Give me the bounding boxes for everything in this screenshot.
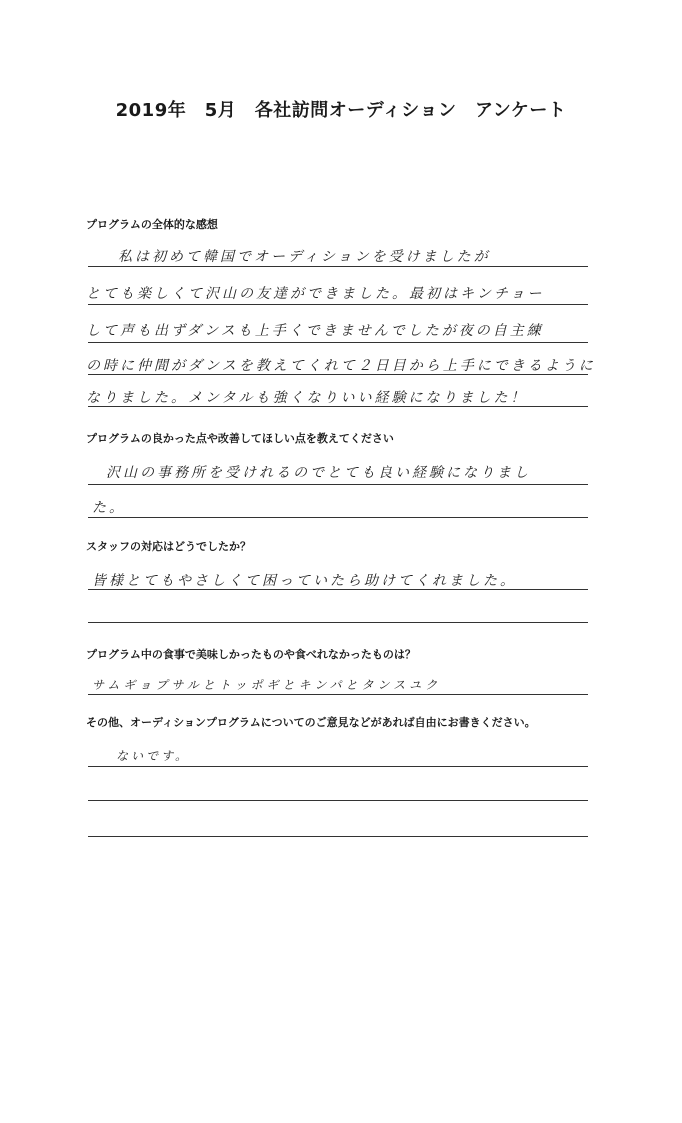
answer-rule [88,800,588,801]
answer-rule [88,406,588,407]
answer-rule [88,304,588,305]
answer-rule [88,766,588,767]
answer-rule [88,622,588,623]
answer-rule [88,374,588,375]
question-staff-response: スタッフの対応はどうでしたか？ [86,540,251,553]
answer-line: 皆様とてもやさしくて困っていたら助けてくれました。 [92,573,517,589]
answer-line: 私は初めて韓国でオーディションを受けましたが [118,249,491,265]
answer-line: して声も出ずダンスも上手くできませんでしたが夜の自主練 [86,323,544,339]
answer-rule [88,484,588,485]
answer-line: た。 [92,500,126,516]
answer-line: とても楽しくて沢山の友達ができました。最初はキンチョー [86,286,545,302]
question-good-points: プログラムの良かった点や改善してほしい点を教えてください [86,432,394,445]
question-other-comments: その他、オーディションプログラムについてのご意見などがあれば自由にお書きください。 [86,716,536,729]
answer-line: サムギョプサルとトッポギとキンパとタンスユク [92,678,442,692]
answer-rule [88,266,588,267]
page-title: 2019年 5月 各社訪問オーディション アンケート [115,100,567,121]
question-meals: プログラム中の食事で美味しかったものや食べれなかったものは？ [86,648,416,661]
answer-rule [88,589,588,590]
answer-rule [88,517,588,518]
answer-rule [88,342,588,343]
answer-line: なりました。メンタルも強くなりいい経験になりました！ [86,390,528,406]
question-overall-impression: プログラムの全体的な感想 [86,218,218,231]
answer-line: の時に仲間がダンスを教えてくれて２日目から上手にできるように [86,358,596,374]
answer-line: ないです。 [116,749,191,763]
answer-line: 沢山の事務所を受けれるのでとても良い経験になりまし [106,465,531,481]
answer-rule [88,694,588,695]
answer-rule [88,836,588,837]
